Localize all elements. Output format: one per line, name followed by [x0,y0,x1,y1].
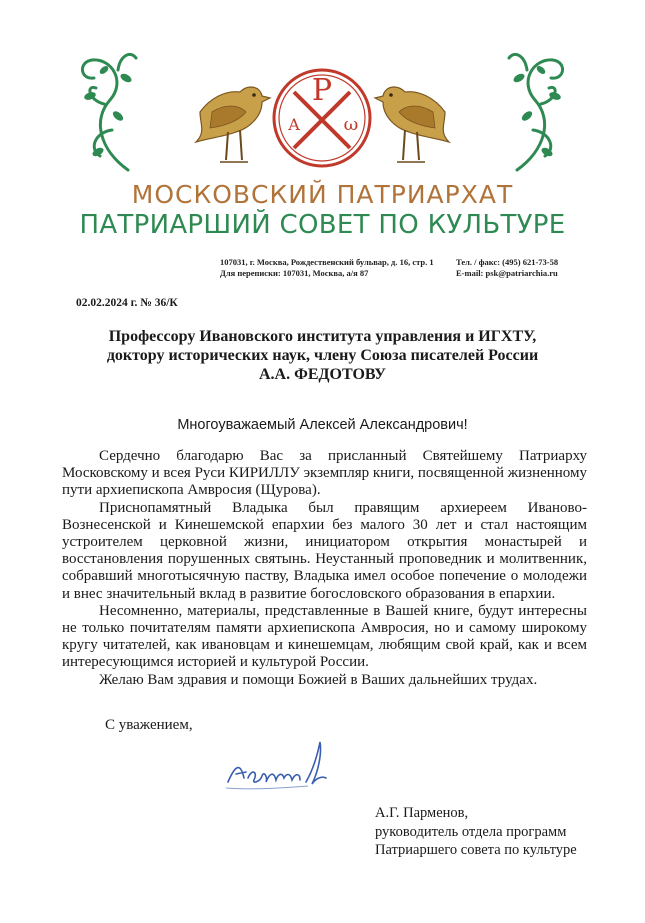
addressee-line: доктору исторических наук, члену Союза писателей России [106,347,539,364]
handwritten-signature [222,738,332,798]
body-paragraph: Несомненно, материалы, представленные в Вашей книге, будут интересны не только почитателям памяти архиепископа Амвросия, но и самому широкому кругу читателей, как ивановцам и кинешемцам, любящим свой край, как и всем интересующимся историей и культурой России. [62,602,587,671]
chi-rho-medallion [274,70,370,166]
contact-postal: Для переписки: 107031, Москва, а/я 87 [220,268,369,278]
letter-reference-number: 02.02.2024 г. № 36/К [76,297,178,309]
emblem-omega: ω [343,114,359,135]
right-vine-ornament [509,54,563,170]
addressee-block [60,327,585,384]
letter-body [62,448,587,689]
signer-position: руководитель отдела программ [375,823,567,840]
emblem-rho: Р [311,73,333,108]
closing-regards: С уважением, [105,717,193,733]
greeting: Многоуважаемый Алексей Александрович! [177,417,468,433]
org-title-line1: МОСКОВСКИЙ ПАТРИАРХАТ [131,180,514,209]
emblem-alpha: А [287,115,301,134]
addressee-line: Профессору Ивановского института управления и ИГХТУ, [108,328,537,345]
body-paragraph: Желаю Вам здравия и помощи Божией в Ваших дальнейших трудах. [99,671,538,688]
letterhead-emblem [0,0,645,180]
signer-block [375,804,577,860]
contact-address: 107031, г. Москва, Рождественский бульвар, д. 16, стр. 1 [220,257,434,267]
contact-phone: Тел. / факс: (495) 621-73-58 [456,257,559,267]
org-title-line2: ПАТРИАРШИЙ СОВЕТ ПО КУЛЬТУРЕ [79,210,566,240]
left-bird-illustration [196,87,270,162]
body-paragraph: Сердечно благодарю Вас за присланный Святейшему Патриарху Московскому и всея Руси КИРИЛЛУ экземпляр книги, посвященной жизненному пути архиепископа Амвросия (Щурова). [62,448,588,499]
contact-email: E-mail: psk@patriarchia.ru [456,268,558,278]
right-bird-illustration [375,87,449,162]
addressee-name: А.А. ФЕДОТОВУ [259,366,386,383]
signer-name: А.Г. Парменов, [375,805,469,821]
left-vine-ornament [82,54,136,170]
body-paragraph: Приснопамятный Владыка был правящим архиереем Иваново-Вознесенской и Кинешемской епархии без малого 30 лет и стал настоящим устроителем церковной жизни, инициатором открытия монастырей и восстановления порушенных святынь. Неустанный проповедник и молитвенник, собравший многотысячную паству, Владыка имел особое попечение о молодежи и внес значительный вклад в развитие богословского образования в епархии. [62,499,587,602]
signer-organization: Патриаршего совета по культуре [375,842,577,858]
